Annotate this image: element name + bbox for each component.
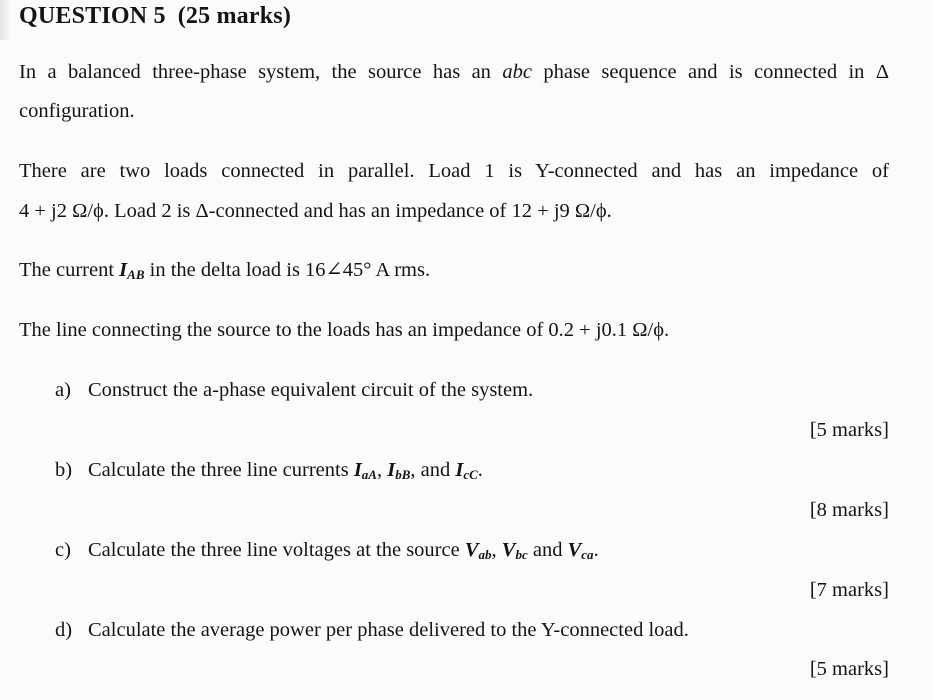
part-a-text: Construct the a-phase equivalent circuit of the system.: [88, 379, 534, 401]
part-d-label: d): [55, 619, 73, 641]
part-c-text: Calculate the three line voltages at the source: [88, 539, 460, 561]
part-a-label: a): [55, 379, 71, 401]
current-symbol: $I_{AB}$: [119, 259, 145, 282]
part-b-marks: [8 marks]: [809, 499, 889, 521]
current-subscript: AB: [127, 267, 145, 282]
part-a: [55, 378, 533, 402]
part-b-text: Calculate the three line currents: [88, 459, 349, 481]
part-b-label: b): [55, 459, 73, 481]
part-c-label: c): [55, 539, 71, 561]
part-c-voltage-ab: $V_{ab}$: [464, 539, 492, 562]
part-d-text: Calculate the average power per phase delivered to the Y-connected load.: [88, 619, 689, 641]
part-d-marks: [5 marks]: [809, 658, 889, 680]
part-b-current-b: $I_{bB}$: [387, 459, 411, 482]
question-title: QUESTION 5: [19, 3, 166, 29]
part-c-voltage-bc: $V_{bc}$: [501, 539, 528, 562]
intro-line-2: configuration.: [19, 100, 135, 122]
part-b-current-c: $I_{cC}$: [455, 459, 478, 482]
current-text-post: in the delta load is 16∠45° A rms.: [149, 259, 431, 281]
intro-abc-italic: abc: [502, 61, 532, 83]
part-c-voltage-ca: $V_{ca}$: [567, 539, 594, 562]
current-statement: [19, 258, 430, 287]
part-b: b) Calculate the three line currents $I_{aA}$, $I_{bB}$, and $I_{cC}$.: [55, 459, 483, 482]
loads-line-1: There are two loads connected in parallel. Load 1 is Y-connected and has an impedance of: [19, 160, 889, 182]
question-heading: [19, 3, 291, 30]
question-total-marks: (25 marks): [177, 3, 292, 29]
loads-line-2: 4 + j2 Ω/ϕ. Load 2 is Δ-connected and has an impedance of 12 + j9 Ω/ϕ.: [19, 200, 612, 222]
page-corner-shadow: [0, 0, 12, 40]
part-c-marks: [7 marks]: [809, 579, 889, 601]
intro-text-post: phase sequence and is connected in Δ: [543, 61, 890, 83]
part-b-current-a: $I_{aA}$: [353, 459, 377, 482]
current-text-pre: The current: [19, 259, 115, 281]
intro-line-1: [19, 60, 889, 84]
part-c: c) Calculate the three line voltages at the source $V_{ab}$, $V_{bc}$ and $V_{ca}$.: [55, 539, 599, 562]
part-d: [55, 618, 689, 642]
part-a-marks: [5 marks]: [809, 419, 889, 441]
line-impedance-statement: The line connecting the source to the loads has an impedance of 0.2 + j0.1 Ω/ϕ.: [19, 319, 670, 341]
intro-text-pre: In a balanced three-phase system, the source has an: [19, 61, 491, 83]
